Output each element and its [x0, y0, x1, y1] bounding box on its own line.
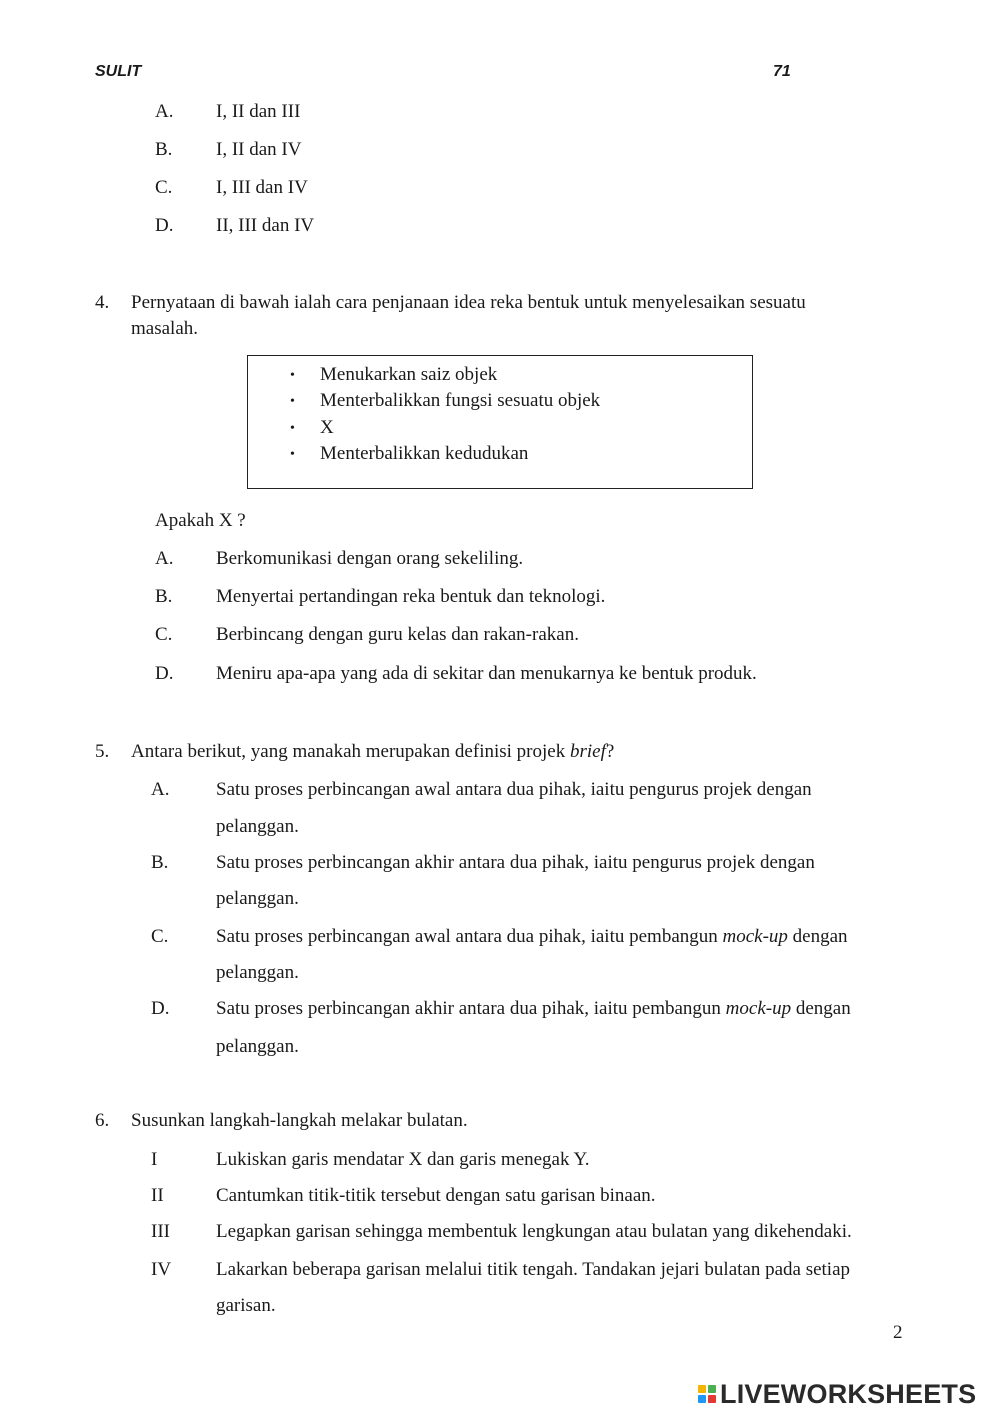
- q6-step-4-line2: garisan.: [216, 1295, 276, 1316]
- bullet-icon: •: [290, 447, 295, 462]
- q5-option-c-label: C.: [151, 926, 169, 947]
- q5-option-d-text: Satu proses perbincangan akhir antara dua pihak, iaitu pembangun: [216, 998, 726, 1019]
- bullet-icon: •: [290, 368, 295, 383]
- q3-option-a-text: I, II dan III: [216, 101, 301, 122]
- logo-square-icon: [708, 1395, 716, 1403]
- q6-step-3-text: Legapkan garisan sehingga membentuk lengkungan atau bulatan yang dikehendaki.: [216, 1221, 852, 1242]
- liveworksheets-logo-icon: [698, 1385, 716, 1403]
- q4-option-c-label: C.: [155, 624, 173, 645]
- q5-stem: [131, 741, 614, 763]
- q5-number: 5.: [95, 741, 110, 762]
- q5-option-a-line1: Satu proses perbincangan awal antara dua pihak, iaitu pengurus projek dengan: [216, 779, 812, 800]
- q5-stem-end: ?: [605, 741, 615, 762]
- q6-step-4-text: Lakarkan beberapa garisan melalui titik tengah. Tandakan jejari bulatan pada setiap: [216, 1259, 851, 1280]
- logo-square-icon: [698, 1385, 706, 1393]
- q4-option-b-text: Menyertai pertandingan reka bentuk dan teknologi.: [216, 586, 606, 607]
- q6-step-1-label: I: [151, 1149, 158, 1170]
- q6-step-4-label: IV: [151, 1259, 172, 1280]
- q5-option-d-line1: [216, 998, 851, 1020]
- q5-option-c-italic: mock-up: [722, 926, 788, 947]
- q6-stem: Susunkan langkah-langkah melakar bulatan.: [131, 1110, 468, 1131]
- q5-option-b-label: B.: [151, 852, 169, 873]
- q4-box-item-1: Menukarkan saiz objek: [320, 364, 498, 385]
- q5-option-d-italic: mock-up: [725, 998, 792, 1019]
- q4-option-d-text: Meniru apa-apa yang ada di sekitar dan menukarnya ke bentuk produk.: [216, 663, 757, 684]
- q4-option-a-text: Berkomunikasi dengan orang sekeliling.: [216, 548, 524, 569]
- q5-option-d-label: D.: [151, 998, 170, 1019]
- q3-option-c-label: C.: [155, 177, 173, 198]
- q5-option-a-label: A.: [151, 779, 170, 800]
- q3-option-d-label: D.: [155, 215, 174, 236]
- q4-option-c-text: Berbincang dengan guru kelas dan rakan-rakan.: [216, 624, 579, 645]
- q4-box-item-4: Menterbalikkan kedudukan: [320, 443, 529, 464]
- header-left: SULIT: [95, 63, 142, 80]
- q4-option-a-label: A.: [155, 548, 174, 569]
- page-number: 2: [893, 1322, 903, 1343]
- q5-option-c-text: Satu proses perbincangan awal antara dua pihak, iaitu pembangun: [216, 926, 723, 947]
- q5-stem-text: Antara berikut, yang manakah merupakan definisi projek: [131, 741, 570, 762]
- q5-option-c-line1: [216, 926, 848, 948]
- q3-option-a-label: A.: [155, 101, 174, 122]
- q5-option-d-end: dengan: [791, 998, 851, 1019]
- bullet-icon: •: [290, 421, 295, 436]
- q5-option-b-line2: pelanggan.: [216, 888, 299, 909]
- q5-stem-italic: brief: [569, 741, 606, 762]
- q3-option-d-text: II, III dan IV: [216, 215, 315, 236]
- q4-question: Apakah X ?: [155, 510, 246, 531]
- q3-option-b-text: I, II dan IV: [216, 139, 302, 160]
- q4-stem-line1: Pernyataan di bawah ialah cara penjanaan idea reka bentuk untuk menyelesaikan sesuatu: [131, 292, 806, 313]
- q6-step-3-label: III: [151, 1221, 170, 1242]
- q6-number: 6.: [95, 1110, 110, 1131]
- header-right: 71: [773, 63, 791, 80]
- q6-step-2-label: II: [151, 1185, 164, 1206]
- liveworksheets-logo[interactable]: [698, 1380, 976, 1408]
- q5-option-c-line2: pelanggan.: [216, 962, 299, 983]
- q6-step-1-text: Lukiskan garis mendatar X dan garis menegak Y.: [216, 1149, 590, 1170]
- q4-box-item-2: Menterbalikkan fungsi sesuatu objek: [320, 390, 601, 411]
- liveworksheets-logo-text: LIVEWORKSHEETS: [720, 1378, 977, 1409]
- q3-option-b-label: B.: [155, 139, 173, 160]
- q4-box-item-3: X: [320, 417, 334, 438]
- bullet-icon: •: [290, 394, 295, 409]
- q5-option-d-line2: pelanggan.: [216, 1036, 299, 1057]
- q5-option-c-end: dengan: [787, 926, 848, 947]
- q6-step-2-text: Cantumkan titik-titik tersebut dengan satu garisan binaan.: [216, 1185, 656, 1206]
- q4-option-d-label: D.: [155, 663, 174, 684]
- q5-option-b-line1: Satu proses perbincangan akhir antara dua pihak, iaitu pengurus projek dengan: [216, 852, 815, 873]
- q4-number: 4.: [95, 292, 110, 313]
- q3-option-c-text: I, III dan IV: [216, 177, 308, 198]
- q4-stem-line2: masalah.: [131, 318, 199, 339]
- q4-option-b-label: B.: [155, 586, 173, 607]
- logo-square-icon: [698, 1395, 706, 1403]
- q5-option-a-line2: pelanggan.: [216, 816, 299, 837]
- logo-square-icon: [708, 1385, 716, 1393]
